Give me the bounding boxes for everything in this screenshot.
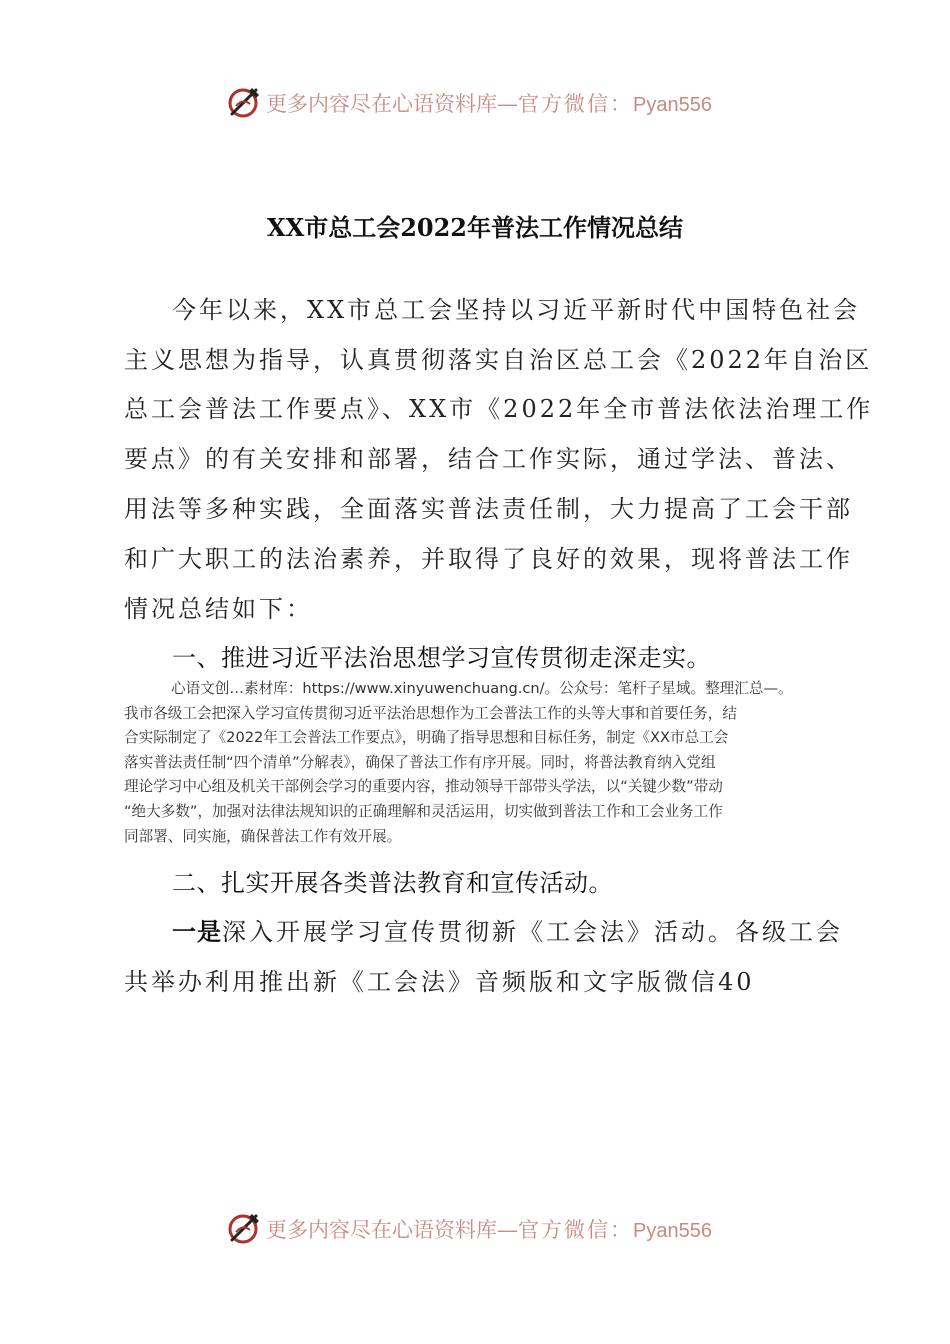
section1-body bbox=[124, 677, 836, 849]
section2-line-1 bbox=[172, 912, 843, 947]
section1-line-1: 心语文创…素材库：https://www.xinyuwenchuang.cn/。公众号：笔杆子星域。整理汇总—。 bbox=[171, 680, 793, 697]
section1-line-2: 我市各级工会把深入学习宣传贯彻习近平法治思想作为工会普法工作的头等大事和首要任务，结 bbox=[124, 704, 737, 722]
section1-heading: 一、推进习近平法治思想学习宣传贯彻走深走实。 bbox=[172, 644, 711, 672]
section2-line-2: 共举办利用推出新《工会法》音频版和文字版微信40 bbox=[124, 968, 755, 996]
watermark-label: 更多内容尽在心语资料库 bbox=[266, 1218, 497, 1242]
intro-line-2: 主义思想为指导，认真贯彻落实自治区总工会《2022年自治区 bbox=[124, 346, 873, 374]
watermark-wechat-id: Pyan556 bbox=[633, 1220, 712, 1242]
watermark-wechat-id: Pyan556 bbox=[633, 94, 712, 116]
section1-line-6: “绝大多数”，加强对法律法规知识的正确理解和灵活运用，切实做到普法工作和工会业务工作 bbox=[124, 802, 723, 820]
watermark-text bbox=[266, 88, 712, 118]
section2-heading: 二、扎实开展各类普法教育和宣传活动。 bbox=[172, 869, 613, 897]
intro-line-4: 要点》的有关安排和部署，结合工作实际，通过学法、普法、 bbox=[124, 445, 853, 473]
section1-line-4: 落实普法责任制“四个清单”分解表》，确保了普法工作有序开展。同时，将普法教育纳入党组 bbox=[124, 753, 716, 771]
intro-line-3: 总工会普法工作要点》、XX市《2022年全市普法依法治理工作 bbox=[124, 395, 874, 423]
intro-line-7: 情况总结如下： bbox=[124, 595, 313, 623]
pen-logo-icon bbox=[226, 84, 262, 120]
watermark-separator: — bbox=[497, 1218, 518, 1242]
intro-line-5: 用法等多种实践，全面落实普法责任制，大力提高了工会干部 bbox=[124, 495, 853, 523]
pen-logo-icon bbox=[226, 1210, 262, 1246]
watermark-banner-top bbox=[0, 82, 950, 126]
watermark-wechat-label: 官方微信： bbox=[518, 92, 633, 116]
watermark-label: 更多内容尽在心语资料库 bbox=[266, 92, 497, 116]
section1-line-7: 同部署、同实施，确保普法工作有效开展。 bbox=[124, 827, 402, 845]
watermark-banner-bottom bbox=[0, 1208, 950, 1252]
section2-line-1-text: 深入开展学习宣传贯彻新《工会法》活动。各级工会 bbox=[222, 918, 843, 946]
section2-lead: 一是 bbox=[172, 918, 222, 946]
intro-line-1: 今年以来，XX市总工会坚持以习近平新时代中国特色社会 bbox=[172, 296, 861, 324]
section1-line-3: 合实际制定了《2022年工会普法工作要点》，明确了指导思想和目标任务，制定《XX市总工会 bbox=[124, 729, 729, 747]
document-title: XX市总工会2022年普法工作情况总结 bbox=[266, 213, 684, 242]
intro-line-6: 和广大职工的法治素养，并取得了良好的效果，现将普法工作 bbox=[124, 545, 853, 573]
watermark-text bbox=[266, 1214, 712, 1244]
watermark-separator: — bbox=[497, 92, 518, 116]
watermark-wechat-label: 官方微信： bbox=[518, 1218, 633, 1242]
section1-line-5: 理论学习中心组及机关干部例会学习的重要内容，推动领导干部带头学法，以“关键少数”带动 bbox=[124, 778, 723, 796]
